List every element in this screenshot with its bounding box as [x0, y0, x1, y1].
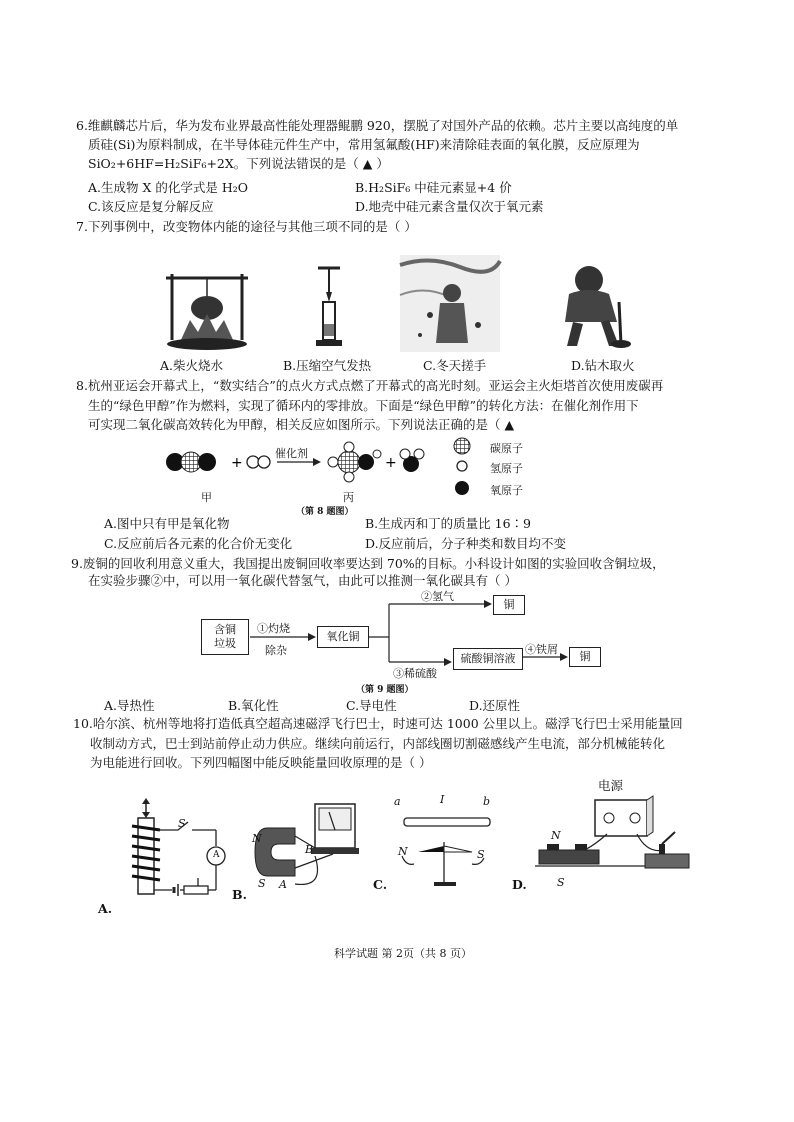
q9-line1: 9.废铜的回收利用意义重大，我国提出废铜回收率要达到 70%的目标。小科设计如图的实验回收含铜垃圾，: [71, 556, 665, 571]
q10-line1: 10.哈尔滨、杭州等地将打造低真空超高速磁浮飞行巴士，时速可达 1000 公里以上。磁浮飞行巴士采用能量回: [73, 716, 683, 731]
q10-b-a-label: A: [279, 878, 287, 891]
q9-step2-label: ②氢气: [421, 590, 454, 603]
q8-line3: 可实现二氧化碳高效转化为甲醇，相关反应如图所示。下列说法正确的是（ ▲: [88, 417, 515, 432]
q8-label-bing: 丙: [343, 491, 354, 504]
q9-option-a: A.导热性: [104, 698, 155, 713]
q8-option-b: B.生成丙和丁的质量比 16∶9: [365, 516, 531, 531]
q10-b-b-label: B: [305, 843, 314, 856]
q8-line1: 8.杭州亚运会开幕式上，“数实结合”的点火方式点燃了开幕式的高光时刻。亚运会主火炬塔首次使用废碳再: [76, 378, 664, 393]
q8-label-jia: 甲: [201, 491, 212, 504]
q10-line3: 为电能进行回收。下列四幅图中能反映能量回收原理的是（ ）: [90, 755, 432, 770]
q9-box-copper-waste-line1: 含铜: [214, 623, 236, 636]
q9-option-d: D.还原性: [469, 698, 521, 713]
q10-figure-c-compass-wire: [392, 812, 502, 892]
q10-d-n-label: N: [551, 829, 561, 842]
q9-box-copper-2: 铜: [569, 647, 601, 667]
q10-figure-a-electromagnet: [118, 800, 238, 906]
q6-line3: SiO₂+6HF=H₂SiF₆+2X。下列说法错误的是（ ▲ ）: [88, 156, 389, 171]
q9-box-copper-sulfate: 硫酸铜溶液: [453, 648, 523, 670]
q9-step4-label: ④铁屑: [525, 643, 558, 656]
q9-box-copper-1: 铜: [493, 595, 525, 615]
q7-caption-c: C.冬天搓手: [423, 358, 487, 373]
q9-box-copper-waste-line2: 垃圾: [214, 637, 236, 650]
q6-option-c: C.该反应是复分解反应: [88, 199, 214, 214]
q6-option-b: B.H₂SiF₆ 中硅元素显+4 价: [355, 180, 512, 195]
q8-legend-hydrogen-label: 氢原子: [490, 462, 523, 475]
q9-step3-label: ③稀硫酸: [393, 667, 437, 680]
q7-stem: 7.下列事例中，改变物体内能的途径与其他三项不同的是（ ）: [76, 219, 417, 234]
q8-figure-caption: （第 8 题图）: [296, 507, 354, 517]
q9-option-b: B.氧化性: [228, 698, 279, 713]
q6-line2: 质硅(Si)为原料制成，在半导体硅元件生产中，常用氢氟酸(HF)来清除硅表面的氧化膜，反应原理为: [88, 137, 640, 152]
q10-line2: 收制动方式，巴士到站前停止动力供应。继续向前运行，内部线圈切割磁感线产生电流，部分机械能转化: [90, 736, 666, 751]
q10-d-power-label: 电源: [598, 778, 624, 793]
q10-a-switch-label: S: [178, 817, 186, 830]
q7-caption-d: D.钻木取火: [571, 358, 635, 373]
q10-c-s-label: S: [477, 848, 485, 861]
q6-option-d: D.地壳中硅元素含量仅次于氧元素: [355, 199, 544, 214]
q10-label-c: C.: [373, 877, 388, 892]
q10-b-s-label: S: [258, 877, 266, 890]
svg-text:+: +: [231, 455, 243, 471]
q9-line2: 在实验步骤②中，可以用一氧化碳代替氢气，由此可以推测一氧化碳具有（ ）: [88, 573, 517, 588]
q10-label-d: D.: [512, 877, 527, 892]
q9-option-c: C.导电性: [346, 698, 397, 713]
page-footer: 科学试题 第 2页（共 8 页）: [334, 947, 472, 960]
q7-caption-a: A.柴火烧水: [160, 358, 224, 373]
q8-legend-carbon-label: 碳原子: [490, 442, 523, 455]
q10-c-n-label: N: [398, 845, 408, 858]
q9-box-copper-waste: [201, 619, 249, 655]
q9-box-copper-oxide: 氧化铜: [317, 626, 369, 648]
q9-step1-sub-label: 除杂: [265, 644, 287, 657]
q6-option-a: A.生成物 X 的化学式是 H₂O: [88, 180, 248, 195]
q7-caption-b: B.压缩空气发热: [283, 358, 372, 373]
q10-b-n-label: N: [252, 832, 262, 845]
q8-line2: 生的“绿色甲醇”作为燃料，实现了循环内的零排放。下面是“绿色甲醇”的转化方法：在催化剂作用下: [88, 398, 639, 413]
q9-figure-caption: （第 9 题图）: [356, 685, 414, 695]
q10-d-s-label: S: [557, 876, 565, 889]
q10-label-b: B.: [232, 887, 247, 902]
q10-c-b-label: b: [483, 795, 491, 808]
q8-option-d: D.反应前后，分子种类和数目均不变: [365, 536, 567, 551]
svg-text:+: +: [385, 455, 397, 471]
q10-c-i-label: I: [440, 793, 445, 806]
q9-step1-label: ①灼烧: [257, 622, 290, 635]
q10-a-ammeter-label: A: [213, 850, 220, 860]
q8-option-c: C.反应前后各元素的化合价无变化: [104, 536, 293, 551]
q8-option-a: A.图中只有甲是氧化物: [104, 516, 230, 531]
q10-label-a: A.: [98, 901, 113, 916]
q10-c-a-label: a: [394, 795, 401, 808]
q8-catalyst-label: 催化剂: [275, 447, 308, 460]
q8-legend-oxygen-label: 氧原子: [490, 484, 523, 497]
q6-line1: 6.维麒麟芯片后，华为发布业界最高性能处理器鲲鹏 920，摆脱了对国外产品的依赖。芯片主要以高纯度的单: [76, 118, 679, 133]
